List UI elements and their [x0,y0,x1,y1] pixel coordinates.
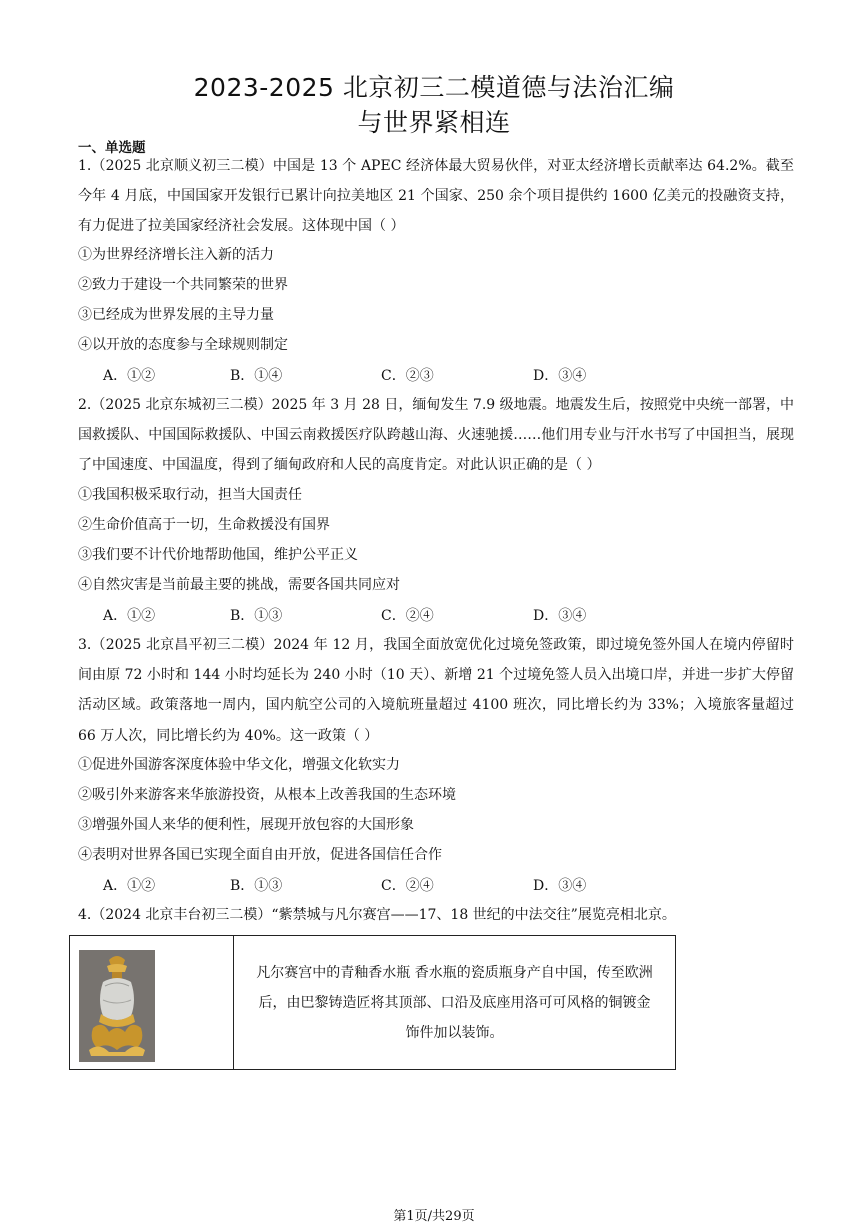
question-3-choice-a: A．①② [103,878,156,894]
question-1-choice-d: D．③④ [533,368,587,384]
section-heading: 一、单选题 [78,140,146,156]
document-subtitle: 与世界紧相连 [357,108,511,137]
document-title: 2023-2025 北京初三二模道德与法治汇编 [193,73,675,102]
question-2-statement-2: ②生命价值高于一切，生命救援没有国界 [78,517,330,533]
question-1-choices [103,361,703,391]
question-2-statement-3: ③我们要不计代价地帮助他国，维护公平正义 [78,547,358,563]
material-image-cell [70,936,234,1070]
question-1-choice-c: C．②③ [381,368,434,384]
perfume-bottle-image [79,950,155,1062]
question-3-statement-2: ②吸引外来游客来华旅游投资，从根本上改善我国的生态环境 [78,787,456,803]
question-2-choice-d: D．③④ [533,608,587,624]
question-1-stem: 1.（2025 北京顺义初三二模）中国是 13 个 APEC 经济体最大贸易伙伴，对亚太经济增长贡献率达 64.2%。截至今年 4 月底，中国国家开发银行已累计向拉美地区 21 个国家、250 余个项目提供约 1600 亿美元的投融资支持，有力促进了拉美国家经济社会发展。这体现中国（ ） [78,158,794,235]
question-2-statement-1: ①我国积极采取行动，担当大国责任 [78,487,302,503]
question-2-statement-4: ④自然灾害是当前最主要的挑战，需要各国共同应对 [78,577,400,593]
material-description: 凡尔赛宫中的青釉香水瓶 香水瓶的瓷质瓶身产自中国，传至欧洲后，由巴黎铸造匠将其顶部、口沿及底座用洛可可风格的铜镀金饰件加以装饰。 [234,936,676,1070]
question-3-choices [103,871,703,901]
question-2-choice-a: A．①② [103,608,156,624]
question-3-statement-4: ④表明对世界各国已实现全面自由开放，促进各国信任合作 [78,847,442,863]
question-3-choice-d: D．③④ [533,878,587,894]
question-3-choice-c: C．②④ [381,878,434,894]
question-2-choice-c: C．②④ [381,608,434,624]
question-4-material-table [69,935,676,1070]
question-1-statement-1: ①为世界经济增长注入新的活力 [78,247,274,263]
question-1-statement-4: ④以开放的态度参与全球规则制定 [78,337,288,353]
question-1-statement-2: ②致力于建设一个共同繁荣的世界 [78,277,288,293]
question-1-choice-b: B．①④ [230,368,283,384]
question-3-stem: 3.（2025 北京昌平初三二模）2024 年 12 月，我国全面放宽优化过境免签政策，即过境免签外国人在境内停留时间由原 72 小时和 144 小时均延长为 240 小时（10 天）、新增 21 个过境免签人员入出境口岸，并进一步扩大停留活动区域。政策落地一周内，国内航空公司的入境航班量超过 4100 班次，同比增长约为 33%；入境旅客量超过 66 万人次，同比增长约为 40%。这一政策（ ） [78,637,794,744]
question-2-choices [103,601,703,631]
question-3-choice-b: B．①③ [230,878,283,894]
question-1-choice-a: A．①② [103,368,156,384]
question-4-stem: 4.（2024 北京丰台初三二模）“紫禁城与凡尔赛宫——17、18 世纪的中法交往”展览亮相北京。 [78,907,676,923]
question-3-statement-3: ③增强外国人来华的便利性，展现开放包容的大国形象 [78,817,414,833]
question-2-stem: 2.（2025 北京东城初三二模）2025 年 3 月 28 日，缅甸发生 7.9 级地震。地震发生后，按照党中央统一部署，中国救援队、中国国际救援队、中国云南救援医疗队跨越山海、火速驰援……他们用专业与汗水书写了中国担当，展现了中国速度、中国温度，得到了缅甸政府和人民的高度肯定。对此认识正确的是（ ） [78,397,794,474]
question-1-statement-3: ③已经成为世界发展的主导力量 [78,307,274,323]
page-number: 第1页/共29页 [393,1209,475,1224]
question-3-statement-1: ①促进外国游客深度体验中华文化，增强文化软实力 [78,757,400,773]
question-2-choice-b: B．①③ [230,608,283,624]
